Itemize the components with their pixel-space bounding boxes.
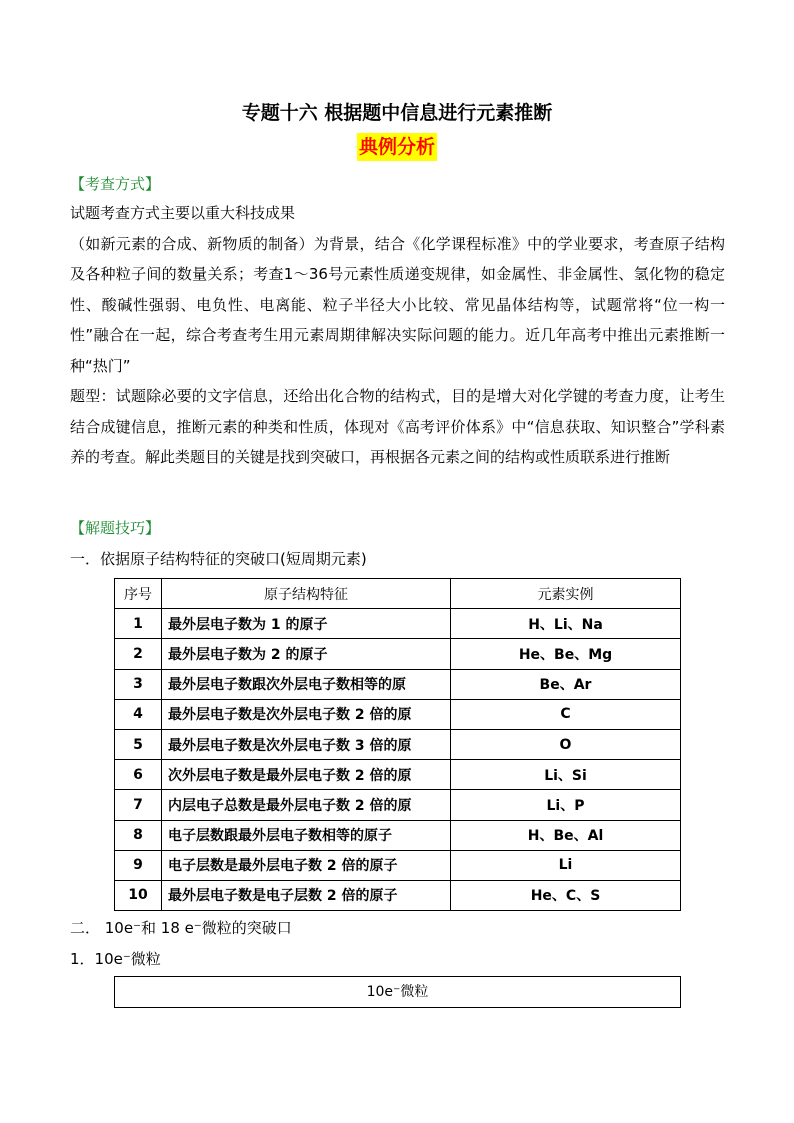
- table-cell: He、C、S: [451, 880, 681, 910]
- table-cell: H、Li、Na: [451, 609, 681, 639]
- table-row: [115, 729, 681, 759]
- table-cell: 内层电子总数是最外层电子数 2 倍的原: [162, 790, 451, 820]
- paragraph-body: （如新元素的合成、新物质的制备）为背景，结合《化学课程标准》中的学业要求，考查原子结构及各种粒子间的数量关系；考查1～36号元素性质递变规律，如金属性、非金属性、氢化物的稳定性、酸碱性强弱、电负性、电离能、粒子半径大小比较、常见晶体结构等，试题常将“位一构一性”融合在一起，综合考查考生用元素周期律解决实际问题的能力。近几年高考中推出元素推断一种“热门”: [70, 234, 725, 375]
- table-row: [115, 699, 681, 729]
- table-row: [115, 609, 681, 639]
- table-cell: Be、Ar: [451, 669, 681, 699]
- table-cell: C: [451, 699, 681, 729]
- section-heading-exam-method: 【考查方式】: [70, 175, 161, 193]
- table-cell: O: [451, 729, 681, 759]
- table-header-cell: 原子结构特征: [162, 579, 451, 609]
- table-cell: Li: [451, 850, 681, 880]
- table-row: [115, 820, 681, 850]
- table-row: [115, 850, 681, 880]
- table-cell: 次外层电子数是最外层电子数 2 倍的原: [162, 760, 451, 790]
- table-cell: 6: [115, 760, 162, 790]
- table-cell: He、Be、Mg: [451, 639, 681, 669]
- table-row: [115, 790, 681, 820]
- table-cell: 电子层数是最外层电子数 2 倍的原子: [162, 850, 451, 880]
- page-title: 专题十六 根据题中信息进行元素推断: [241, 102, 553, 124]
- table-cell: 最外层电子数是电子层数 2 倍的原子: [162, 880, 451, 910]
- table-cell: Li、Si: [451, 760, 681, 790]
- table-cell: 10: [115, 880, 162, 910]
- table-row: [115, 639, 681, 669]
- table-cell: H、Be、Al: [451, 820, 681, 850]
- table-row: [115, 760, 681, 790]
- paragraph-body: 题型：试题除必要的文字信息，还给出化合物的结构式，目的是增大对化学键的考查力度，让考生结合成键信息，推断元素的种类和性质，体现对《高考评价体系》中“信息获取、知识整合”学科素养的考查。解此类题目的关键是找到突破口，再根据各元素之间的结构或性质联系进行推断: [70, 387, 725, 466]
- subtitle-wrap: [0, 133, 794, 161]
- table-cell: 最外层电子数是次外层电子数 3 倍的原: [162, 729, 451, 759]
- table-cell: 4: [115, 699, 162, 729]
- subtitle-highlight: 典例分析: [357, 133, 437, 161]
- table-cell: 9: [115, 850, 162, 880]
- table-cell: 最外层电子数跟次外层电子数相等的原: [162, 669, 451, 699]
- table-cell: 电子层数跟最外层电子数相等的原子: [162, 820, 451, 850]
- table-cell: 最外层电子数为 1 的原子: [162, 609, 451, 639]
- table-cell: 5: [115, 729, 162, 759]
- table-cell: 2: [115, 639, 162, 669]
- table-header-cell: 序号: [115, 579, 162, 609]
- paragraph-line: 试题考查方式主要以重大科技成果: [70, 204, 296, 222]
- table-row: [115, 880, 681, 910]
- atomic-structure-table: [114, 578, 681, 911]
- table-cell: 最外层电子数为 2 的原子: [162, 639, 451, 669]
- table-header-row: [115, 579, 681, 609]
- table-cell: 7: [115, 790, 162, 820]
- table-cell: 3: [115, 669, 162, 699]
- table-cell: Li、P: [451, 790, 681, 820]
- table-cell: 8: [115, 820, 162, 850]
- list-item-heading: 一．依据原子结构特征的突破口(短周期元素): [70, 550, 367, 568]
- table-row: [115, 669, 681, 699]
- list-item-heading: 二． 10e⁻和 18 e⁻微粒的突破口: [70, 919, 292, 937]
- table-header-cell: 元素实例: [451, 579, 681, 609]
- table-cell: 最外层电子数是次外层电子数 2 倍的原: [162, 699, 451, 729]
- exam-method-paragraph: [70, 198, 725, 473]
- particle-table-header: 10e⁻微粒: [114, 976, 681, 1008]
- table-cell: 1: [115, 609, 162, 639]
- section-heading-tips: 【解题技巧】: [70, 519, 161, 537]
- sub-item-heading: 1．10e⁻微粒: [70, 950, 161, 968]
